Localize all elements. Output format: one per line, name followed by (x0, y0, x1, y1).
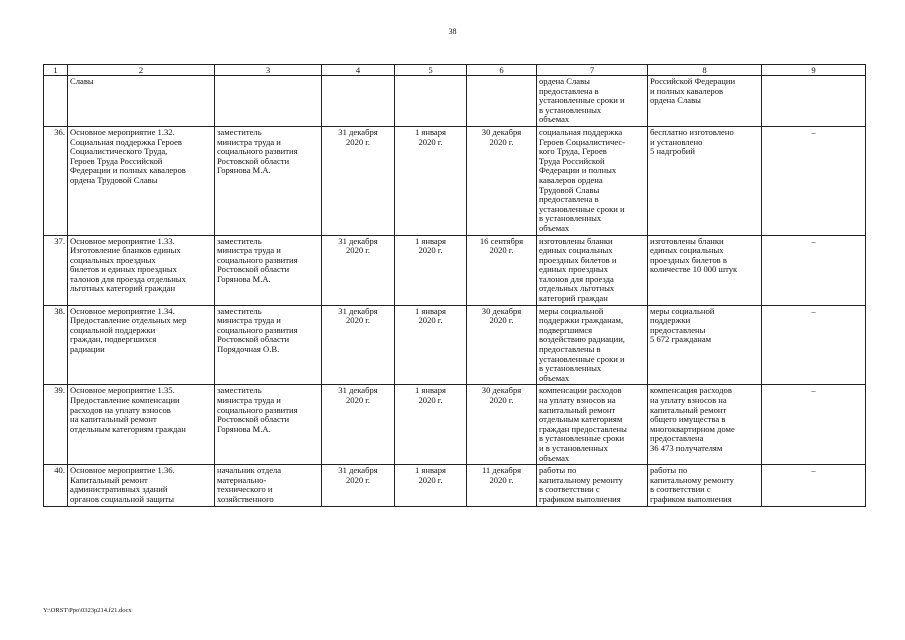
column-header: 8 (648, 65, 762, 76)
row-number-cell: 40. (44, 465, 68, 506)
table-row (44, 126, 866, 235)
column-header: 3 (215, 65, 322, 76)
event-name-cell: Основное мероприятие 1.33. Изготовление бланков единых социальных проездных билетов и единых проездных талонов для проезда отдельных льготных категорий граждан (68, 235, 215, 305)
actual-date-cell: 16 сентября 2020 г. (467, 235, 537, 305)
row-number-cell: 36. (44, 126, 68, 235)
note-cell: – (762, 465, 866, 506)
event-name-cell: Основное мероприятие 1.35. Предоставление компенсации расходов на уплату взносов на капитальный ремонт отдельным категориям граждан (68, 385, 215, 465)
expected-result-cell: социальная поддержка Героев Социалистичес- кого Труда, Героев Труда Российской Федерации и полных кавалеров ордена Трудовой Славы предоставлена в установленные сроки и в установленных объемах (537, 126, 648, 235)
column-header: 4 (322, 65, 395, 76)
note-cell: – (762, 305, 866, 385)
table-row (44, 305, 866, 385)
event-name-cell: Славы (68, 76, 215, 127)
row-number-cell: 37. (44, 235, 68, 305)
expected-result-cell: ордена Славы предоставлена в установленные сроки и в установленных объемах (537, 76, 648, 127)
column-header: 1 (44, 65, 68, 76)
column-header: 5 (395, 65, 467, 76)
header-row (44, 65, 866, 76)
responsible-person-cell: заместитель министра труда и социального развития Ростовской области Горянова М.А. (215, 235, 322, 305)
actual-date-cell (467, 76, 537, 127)
column-header: 9 (762, 65, 866, 76)
achieved-result-cell: изготовлены бланки единых социальных проездных билетов в количестве 10 000 штук (648, 235, 762, 305)
file-path-footer: Y:\ORST\Ppo\0323p214.f21.docx (43, 607, 132, 614)
planned-end-cell: 1 января 2020 г. (395, 235, 467, 305)
page-number: 38 (448, 27, 457, 36)
planned-end-cell: 1 января 2020 г. (395, 465, 467, 506)
responsible-person-cell: заместитель министра труда и социального развития Ростовской области Горянова М.А. (215, 385, 322, 465)
column-header: 2 (68, 65, 215, 76)
planned-end-cell: 1 января 2020 г. (395, 385, 467, 465)
expected-result-cell: меры социальной поддержки гражданам, подвергшимся воздействию радиации, предоставлены в установленные сроки и в установленных объемах (537, 305, 648, 385)
actual-date-cell: 11 декабря 2020 г. (467, 465, 537, 506)
actual-date-cell: 30 декабря 2020 г. (467, 126, 537, 235)
achieved-result-cell: бесплатно изготовлено и установлено 5 надгробий (648, 126, 762, 235)
event-name-cell: Основное мероприятие 1.36. Капитальный ремонт административных зданий органов социальной защиты (68, 465, 215, 506)
planned-start-cell: 31 декабря 2020 г. (322, 126, 395, 235)
note-cell: – (762, 385, 866, 465)
note-cell: – (762, 235, 866, 305)
planned-end-cell (395, 76, 467, 127)
actual-date-cell: 30 декабря 2020 г. (467, 385, 537, 465)
responsible-person-cell: заместитель министра труда и социального развития Ростовской области Горянова М.А. (215, 126, 322, 235)
report-table (43, 64, 866, 507)
planned-start-cell: 31 декабря 2020 г. (322, 235, 395, 305)
achieved-result-cell: меры социальной поддержки предоставлены 5 672 гражданам (648, 305, 762, 385)
expected-result-cell: изготовлены бланки единых социальных проездных билетов и единых проездных талонов для проезда отдельных льготных категорий граждан (537, 235, 648, 305)
event-name-cell: Основное мероприятие 1.32. Социальная поддержка Героев Социалистического Труда, Героев Труда Российской Федерации и полных кавалеров ордена Трудовой Славы (68, 126, 215, 235)
note-cell (762, 76, 866, 127)
row-number-cell: 39. (44, 385, 68, 465)
expected-result-cell: работы по капитальному ремонту в соответствии с графиком выполнения (537, 465, 648, 506)
planned-start-cell: 31 декабря 2020 г. (322, 465, 395, 506)
expected-result-cell: компенсации расходов на уплату взносов на капитальный ремонт отдельным категориям граждан предоставлены в установленные сроки и в установленных объемах (537, 385, 648, 465)
note-cell: – (762, 126, 866, 235)
actual-date-cell: 30 декабря 2020 г. (467, 305, 537, 385)
planned-start-cell: 31 декабря 2020 г. (322, 385, 395, 465)
responsible-person-cell: начальник отдела материально- технического и хозяйственного (215, 465, 322, 506)
responsible-person-cell: заместитель министра труда и социального развития Ростовской области Порядочная О.В. (215, 305, 322, 385)
table-row (44, 465, 866, 506)
row-number-cell (44, 76, 68, 127)
column-header: 6 (467, 65, 537, 76)
planned-start-cell: 31 декабря 2020 г. (322, 305, 395, 385)
responsible-person-cell (215, 76, 322, 127)
achieved-result-cell: работы по капитальному ремонту в соответствии с графиком выполнения (648, 465, 762, 506)
event-name-cell: Основное мероприятие 1.34. Предоставление отдельных мер социальной поддержки граждан, подвергшихся радиации (68, 305, 215, 385)
table-row (44, 385, 866, 465)
planned-end-cell: 1 января 2020 г. (395, 305, 467, 385)
planned-start-cell (322, 76, 395, 127)
achieved-result-cell: компенсация расходов на уплату взносов на капитальный ремонт общего имущества в многоквартирном доме предоставлена 36 473 получателям (648, 385, 762, 465)
column-header: 7 (537, 65, 648, 76)
table-row (44, 76, 866, 127)
table-row (44, 235, 866, 305)
row-number-cell: 38. (44, 305, 68, 385)
achieved-result-cell: Российской Федерации и полных кавалеров ордена Славы (648, 76, 762, 127)
planned-end-cell: 1 января 2020 г. (395, 126, 467, 235)
